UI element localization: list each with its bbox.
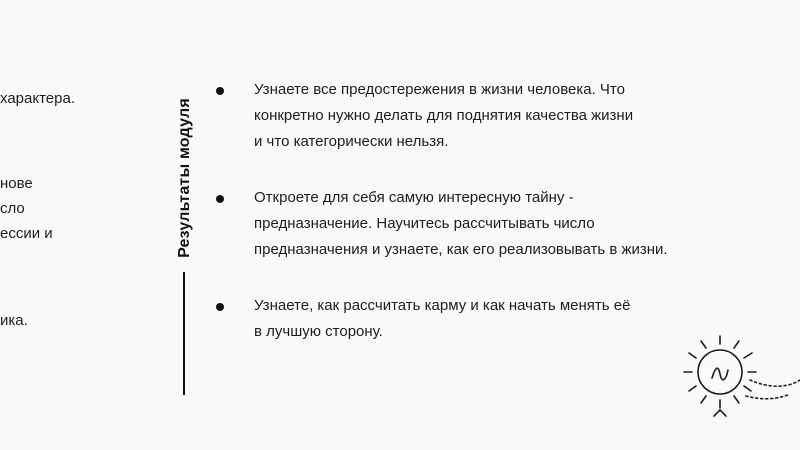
- left-column-fragment-3: [0, 308, 28, 333]
- sun-squiggle: [712, 368, 728, 380]
- left-text-line: нове: [0, 175, 33, 192]
- result-text-line: предназначения и узнаете, как его реализовывать в жизни.: [254, 241, 668, 258]
- result-item-karma: [214, 293, 714, 345]
- result-text-line: и что категорически нельзя.: [254, 133, 449, 150]
- left-column-fragment-2: [0, 171, 53, 246]
- left-column-fragment-1: [0, 86, 75, 111]
- left-text-line: характера.: [0, 90, 75, 107]
- result-text-line: Откроете для себя самую интересную тайну -: [254, 189, 574, 206]
- left-text-line: ика.: [0, 312, 28, 329]
- sun-ray-tail: [714, 410, 726, 416]
- results-list: [214, 77, 714, 345]
- bullet-icon: [216, 87, 224, 95]
- module-results-heading: Результаты модуля: [176, 98, 193, 258]
- sun-trail: [750, 380, 800, 386]
- sun-doodle-icon: [662, 330, 800, 425]
- result-text-line: Узнаете все предостережения в жизни человека. Что: [254, 81, 625, 98]
- result-item-warnings: [214, 77, 714, 155]
- sun-trail: [746, 394, 790, 399]
- left-text-line: сло: [0, 200, 25, 217]
- bullet-icon: [216, 195, 224, 203]
- result-text-line: в лучшую сторону.: [254, 323, 383, 340]
- left-text-line: ессии и: [0, 225, 53, 242]
- result-text-line: конкретно нужно делать для поднятия качества жизни: [254, 107, 634, 124]
- vertical-divider: [183, 272, 185, 395]
- bullet-icon: [216, 303, 224, 311]
- result-item-purpose: [214, 185, 714, 263]
- result-text-line: Узнаете, как рассчитать карму и как начать менять её: [254, 297, 631, 314]
- result-text-line: предназначение. Научитесь рассчитывать число: [254, 215, 595, 232]
